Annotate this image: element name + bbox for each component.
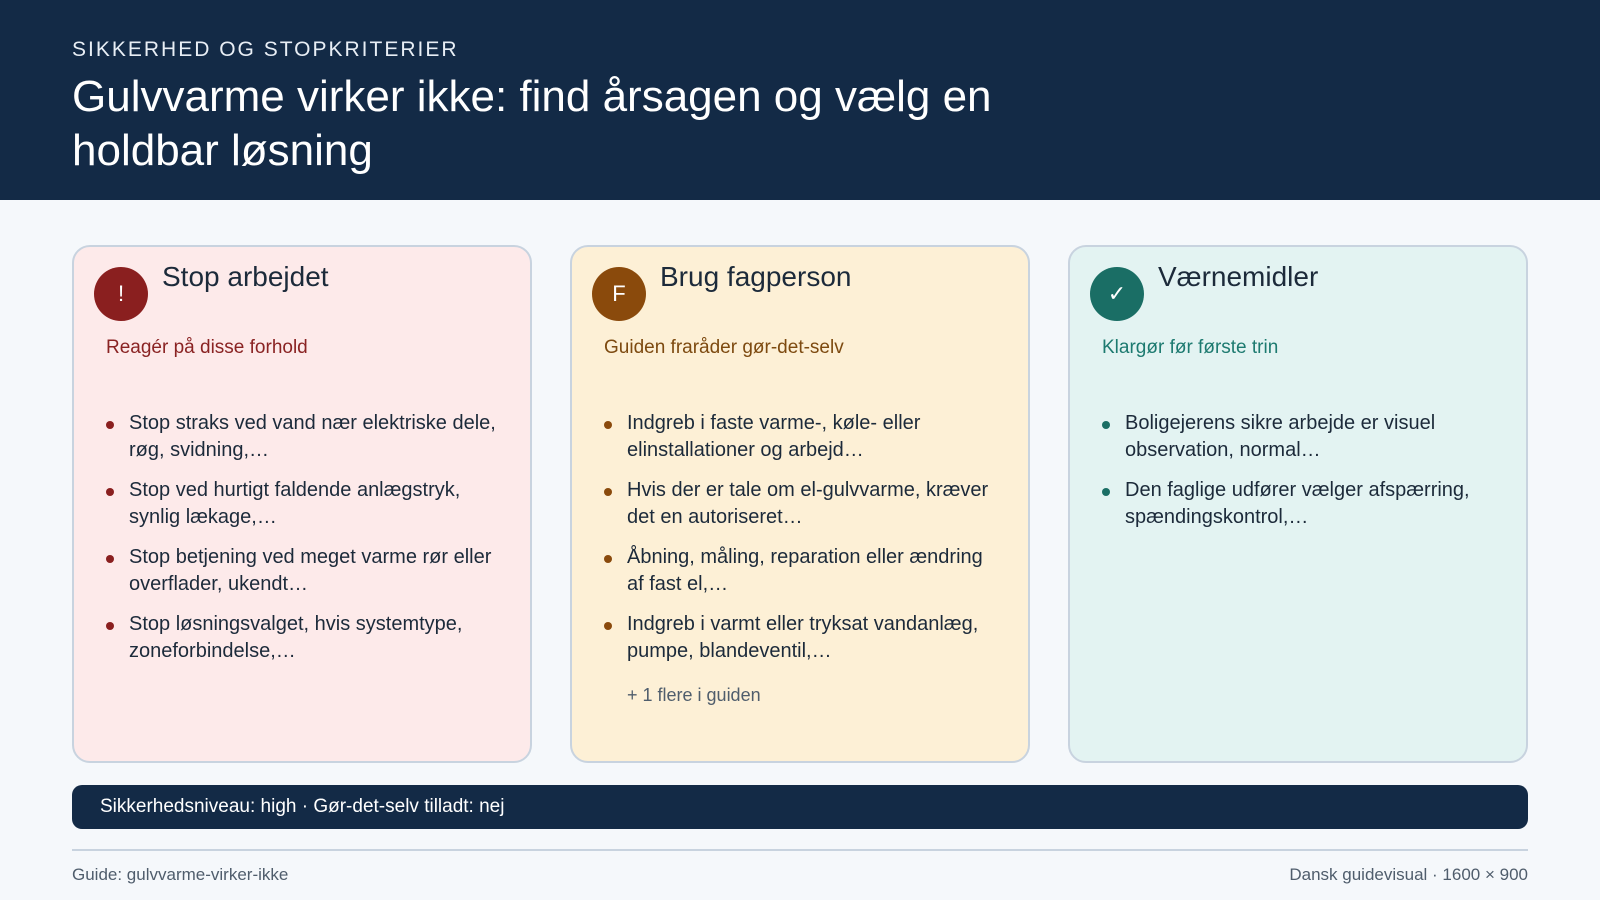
list-item xyxy=(1102,410,1502,464)
item-text: Den faglige udfører vælger afspærring, spændingskontrol,… xyxy=(1125,479,1470,528)
list-item xyxy=(106,611,506,665)
bullet-dot xyxy=(604,488,612,496)
more-items-note: + 1 flere i guiden xyxy=(627,685,761,705)
footer-guide-label: Guide: gulvvarme-virker-ikke xyxy=(72,865,289,884)
item-text: Indgreb i varmt eller tryksat vandanlæg, pumpe, blandeventil,… xyxy=(627,613,979,662)
professional-icon: F xyxy=(592,267,646,321)
list-item xyxy=(1102,477,1502,531)
item-list xyxy=(1102,410,1502,544)
card-subtitle: Klargør før første trin xyxy=(1102,337,1279,358)
item-text: Åbning, måling, reparation eller ændring af fast el,… xyxy=(627,546,983,595)
check-icon: ✓ xyxy=(1090,267,1144,321)
list-item xyxy=(106,477,506,531)
header-banner xyxy=(0,0,1600,200)
bullet-dot xyxy=(106,488,114,496)
bullet-dot xyxy=(106,421,114,429)
card-title: Værnemidler xyxy=(1158,261,1319,292)
list-item xyxy=(106,544,506,598)
bullet-dot xyxy=(604,421,612,429)
card-title: Brug fagperson xyxy=(660,261,852,292)
item-list xyxy=(604,410,1004,678)
card-stop-work xyxy=(72,245,532,763)
exclamation-icon: ! xyxy=(94,267,148,321)
item-text: Stop betjening ved meget varme rør eller overflader, ukendt… xyxy=(129,546,492,595)
bullet-dot xyxy=(1102,488,1110,496)
bullet-dot xyxy=(604,622,612,630)
list-item xyxy=(604,544,1004,598)
bullet-dot xyxy=(1102,421,1110,429)
footer-divider xyxy=(72,849,1528,851)
card-subtitle: Guiden fraråder gør-det-selv xyxy=(604,337,844,358)
item-text: Stop løsningsvalget, hvis systemtype, zoneforbindelse,… xyxy=(129,613,463,662)
card-protective-gear xyxy=(1068,245,1528,763)
item-text: Hvis der er tale om el-gulvvarme, kræver det en autoriseret… xyxy=(627,479,989,528)
list-item xyxy=(604,611,1004,665)
footer-meta-label: Dansk guidevisual · 1600 × 900 xyxy=(1289,865,1528,884)
bullet-dot xyxy=(106,555,114,563)
list-item xyxy=(604,410,1004,464)
list-item xyxy=(604,477,1004,531)
item-list xyxy=(106,410,506,678)
safety-status-bar xyxy=(72,785,1528,829)
item-text: Indgreb i faste varme-, køle- eller elinstallationer og arbejd… xyxy=(627,412,921,461)
page-title: Gulvvarme virker ikke: find årsagen og vælg en holdbar løsning xyxy=(72,72,992,175)
item-text: Boligejerens sikre arbejde er visuel observation, normal… xyxy=(1125,412,1436,461)
bullet-dot xyxy=(604,555,612,563)
card-title: Stop arbejdet xyxy=(162,261,329,292)
status-text: Sikkerhedsniveau: high · Gør-det-selv tilladt: nej xyxy=(100,796,505,817)
eyebrow-label: SIKKERHED OG STOPKRITERIER xyxy=(72,38,459,61)
card-subtitle: Reagér på disse forhold xyxy=(106,337,308,358)
list-item xyxy=(106,410,506,464)
bullet-dot xyxy=(106,622,114,630)
card-use-professional xyxy=(570,245,1030,763)
item-text: Stop ved hurtigt faldende anlægstryk, synlig lækage,… xyxy=(129,479,461,528)
item-text: Stop straks ved vand nær elektriske dele, røg, svidning,… xyxy=(129,412,496,461)
